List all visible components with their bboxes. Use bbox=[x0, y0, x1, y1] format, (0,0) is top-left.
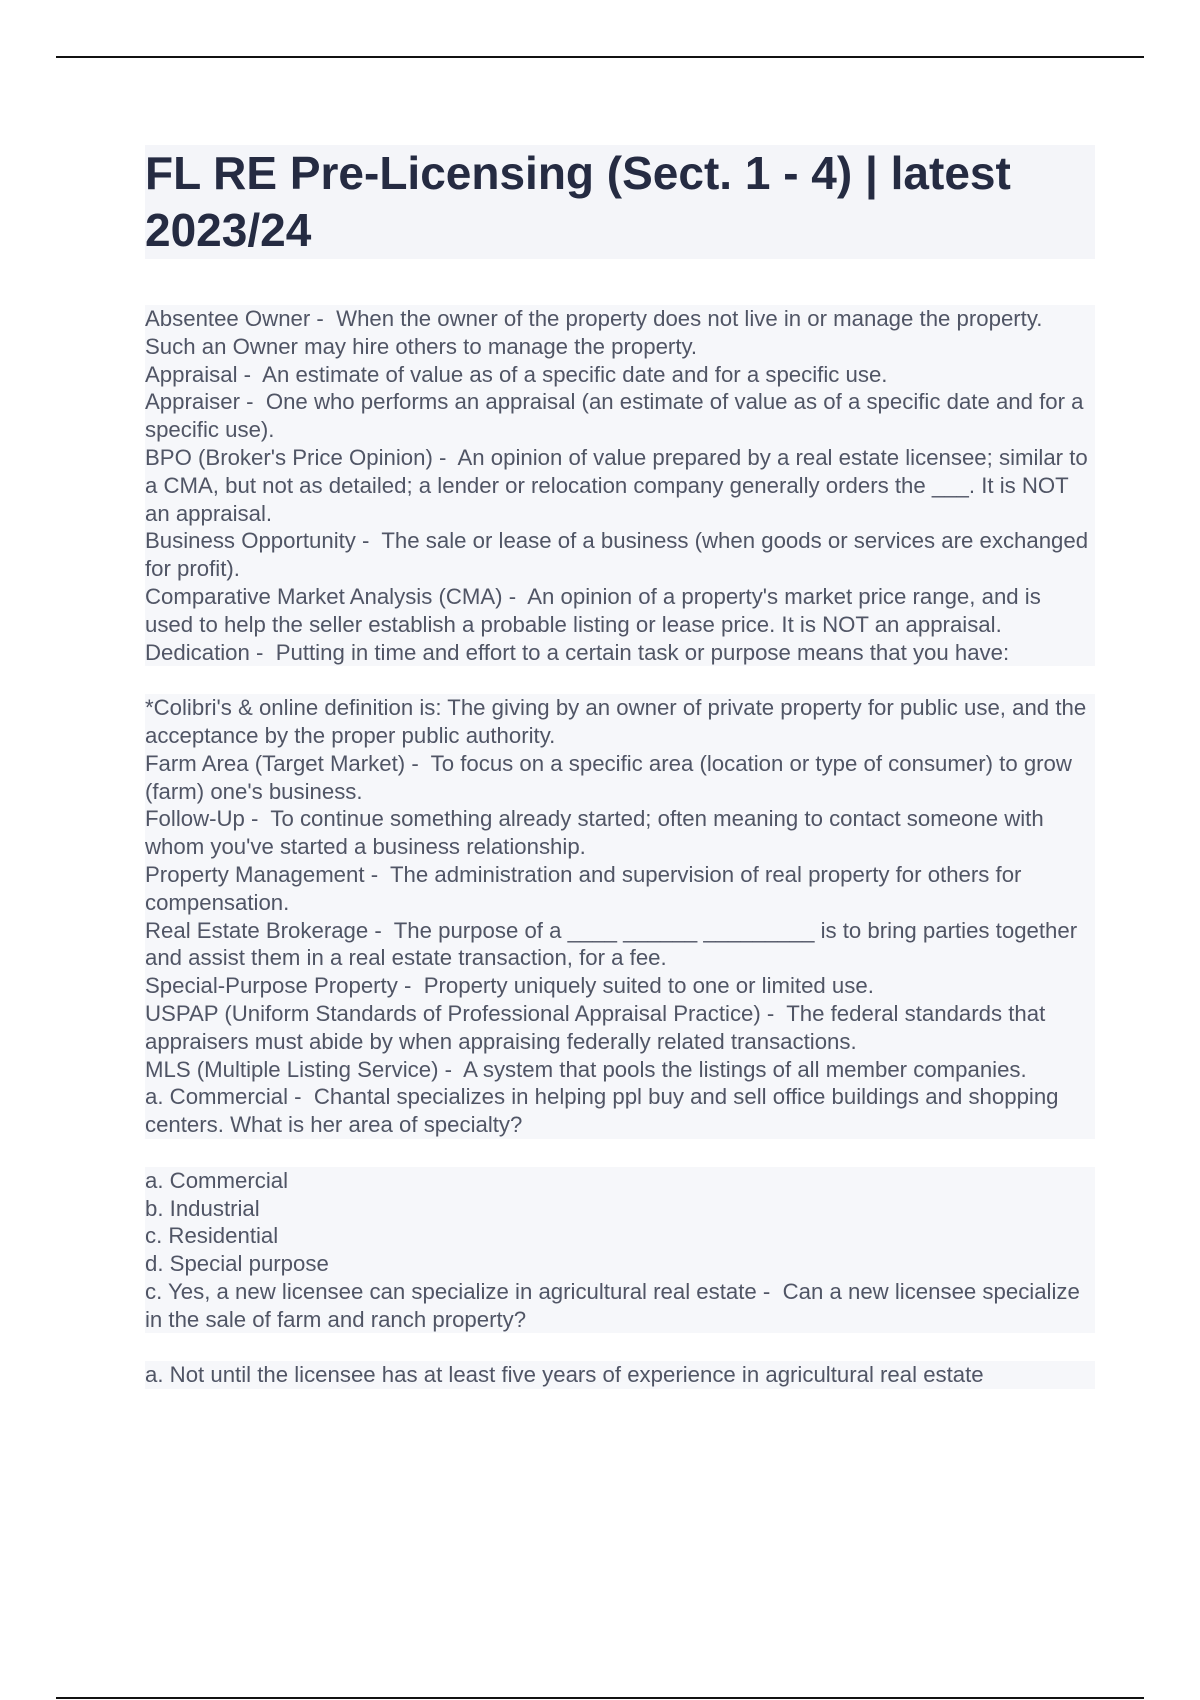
entry-text: Real Estate Brokerage - The purpose of a ____ ______ _________ is to bring parties together and assist them in a real estate transaction, for a fee. bbox=[145, 917, 1095, 973]
document-body bbox=[145, 145, 1095, 1389]
blank-line bbox=[145, 1333, 1095, 1361]
blank-line bbox=[145, 666, 1095, 694]
entry-text: Farm Area (Target Market) - To focus on a specific area (location or type of consumer) to grow (farm) one's business. bbox=[145, 750, 1095, 806]
entry-text: Business Opportunity - The sale or lease of a business (when goods or services are exchanged for profit). bbox=[145, 528, 1095, 582]
bottom-rule bbox=[56, 1697, 1144, 1699]
top-rule bbox=[56, 56, 1144, 58]
entry-text: Property Management - The administration and supervision of real property for others for compensation. bbox=[145, 861, 1095, 917]
entry-text: a. Commercial bbox=[145, 1167, 1095, 1195]
entry-text: Absentee Owner - When the owner of the property does not live in or manage the property. Such an Owner may hire others to manage the property. bbox=[145, 305, 1095, 361]
entry-text: Follow-Up - To continue something already started; often meaning to contact someone with whom you've started a business relationship. bbox=[145, 805, 1095, 861]
entry-text: *Colibri's & online definition is: The giving by an owner of private property for public use, and the acceptance by the proper public authority. bbox=[145, 694, 1095, 750]
blank-line bbox=[145, 1139, 1095, 1167]
entry-text: d. Special purpose bbox=[145, 1250, 1095, 1278]
entry-text: c. Residential bbox=[145, 1222, 1095, 1250]
entry-text: Dedication - Putting in time and effort to a certain task or purpose means that you have: bbox=[145, 639, 1095, 667]
entry-text: Appraiser - One who performs an appraisal (an estimate of value as of a specific date and for a specific use). bbox=[145, 388, 1095, 444]
entry-text: a. Commercial - Chantal specializes in helping ppl buy and sell office buildings and shopping centers. What is her area of specialty? bbox=[145, 1083, 1095, 1139]
entry-list bbox=[145, 305, 1095, 1389]
entry-text: MLS (Multiple Listing Service) - A system that pools the listings of all member companies. bbox=[145, 1056, 1095, 1084]
entry-text: c. Yes, a new licensee can specialize in agricultural real estate - Can a new licensee specialize in the sale of farm and ranch property? bbox=[145, 1278, 1095, 1334]
title-box bbox=[145, 145, 1095, 259]
entry-text: b. Industrial bbox=[145, 1195, 1095, 1223]
entry-text: USPAP (Uniform Standards of Professional Appraisal Practice) - The federal standards that appraisers must abide by when appraising federally related transactions. bbox=[145, 1000, 1095, 1056]
entry-text: a. Not until the licensee has at least five years of experience in agricultural real estate bbox=[145, 1361, 1095, 1389]
entry-text: Appraisal - An estimate of value as of a specific date and for a specific use. bbox=[145, 361, 1095, 389]
entry-text: BPO (Broker's Price Opinion) - An opinion of value prepared by a real estate licensee; similar to a CMA, but not as detailed; a lender or relocation company generally orders the ___. It is NOT an appraisal. bbox=[145, 444, 1094, 526]
document-title: FL RE Pre-Licensing (Sect. 1 - 4) | latest 2023/24 bbox=[145, 147, 1011, 256]
entry-text: Special-Purpose Property - Property uniquely suited to one or limited use. bbox=[145, 972, 1095, 1000]
entry-text: Comparative Market Analysis (CMA) - An opinion of a property's market price range, and is used to help the seller establish a probable listing or lease price. It is NOT an appraisal. bbox=[145, 583, 1095, 639]
